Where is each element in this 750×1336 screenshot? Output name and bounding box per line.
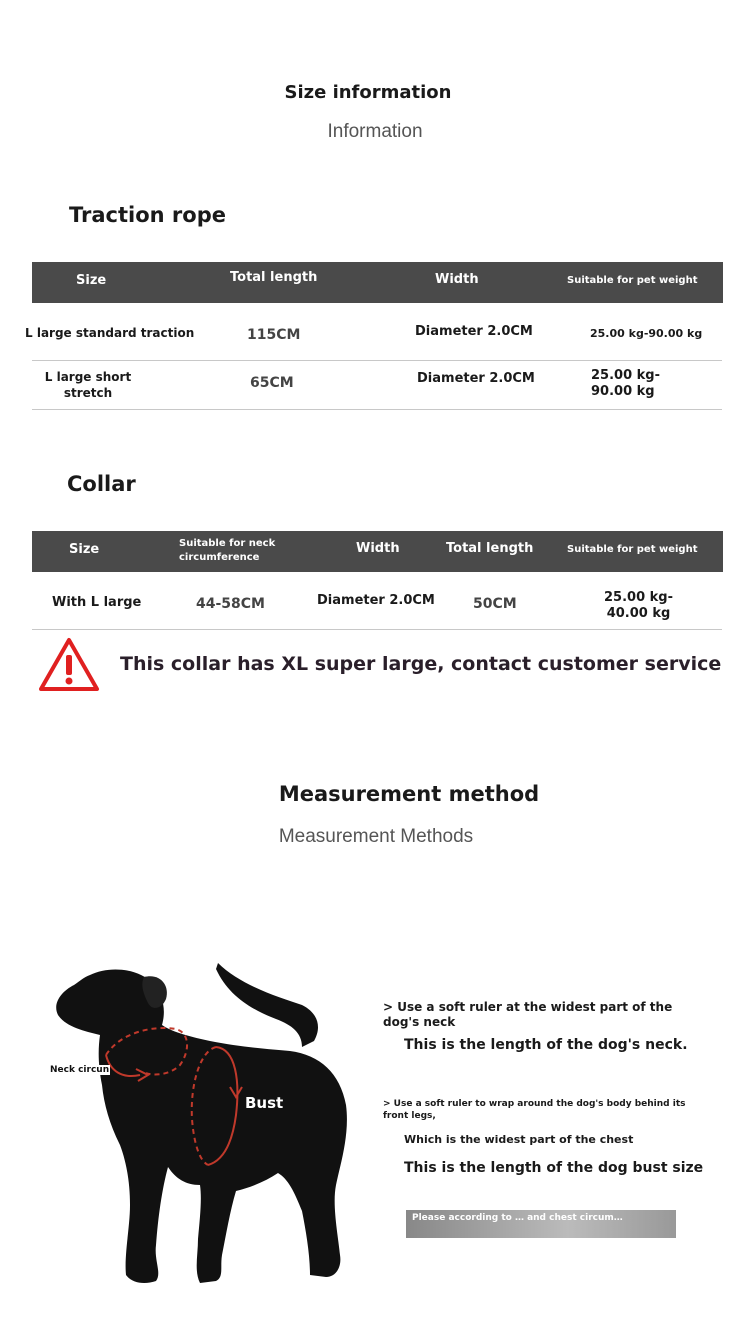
bust-widest: Which is the widest part of the chest	[404, 1133, 634, 1146]
bust-result: This is the length of the dog bust size	[404, 1160, 704, 1176]
warning-triangle-icon	[37, 636, 101, 694]
table-cell: 50CM	[473, 596, 517, 612]
bust-label: Bust	[245, 1094, 284, 1112]
collar-table-header	[32, 531, 723, 572]
table-cell: 115CM	[247, 327, 301, 343]
row-divider	[32, 629, 722, 630]
header-size: Size	[76, 273, 107, 288]
header-total-length: Total length	[230, 270, 318, 285]
page-subtitle: Information	[327, 121, 423, 142]
measurement-title: Measurement method	[278, 782, 540, 806]
table-cell: Diameter 2.0CM	[417, 371, 535, 386]
page-title: Size information	[284, 82, 452, 103]
table-cell: Diameter 2.0CM	[317, 593, 435, 608]
row-divider	[32, 409, 722, 410]
header-width: Width	[435, 272, 479, 287]
header-size: Size	[69, 542, 100, 557]
table-cell: 25.00 kg-90.00 kg	[590, 327, 703, 340]
table-cell: 65CM	[250, 375, 294, 391]
dog-silhouette-illustration	[40, 955, 360, 1295]
neck-label: Neck circun	[50, 1065, 110, 1075]
traction-rope-title: Traction rope	[69, 203, 226, 227]
bust-instruction: > Use a soft ruler to wrap around the dog's body behind its front legs,	[383, 1099, 686, 1121]
header-pet-weight: Suitable for pet weight	[567, 275, 698, 286]
header-width: Width	[356, 541, 400, 556]
table-cell: Diameter 2.0CM	[415, 324, 533, 339]
traction-table-header	[32, 262, 723, 303]
table-cell: 25.00 kg-40.00 kg	[604, 590, 673, 621]
header-total-length: Total length	[446, 541, 534, 556]
neck-result: This is the length of the dog's neck.	[404, 1037, 688, 1053]
header-neck: Suitable for neck circumference	[179, 538, 276, 563]
table-cell: 44-58CM	[196, 596, 265, 612]
header-pet-weight: Suitable for pet weight	[567, 544, 698, 555]
warning-text: This collar has XL super large, contact customer service	[120, 653, 722, 675]
note-bar: Please according to … and chest circum…	[406, 1210, 676, 1238]
collar-title: Collar	[67, 472, 136, 496]
table-cell: L large standard traction	[25, 326, 195, 340]
table-cell: With L large	[52, 595, 142, 610]
measurement-subtitle: Measurement Methods	[278, 826, 474, 847]
neck-instruction: > Use a soft ruler at the widest part of the dog's neck	[383, 1000, 673, 1029]
table-cell: 25.00 kg-90.00 kg	[591, 368, 660, 399]
row-divider	[32, 360, 722, 361]
table-cell: L large short stretch	[44, 370, 132, 400]
